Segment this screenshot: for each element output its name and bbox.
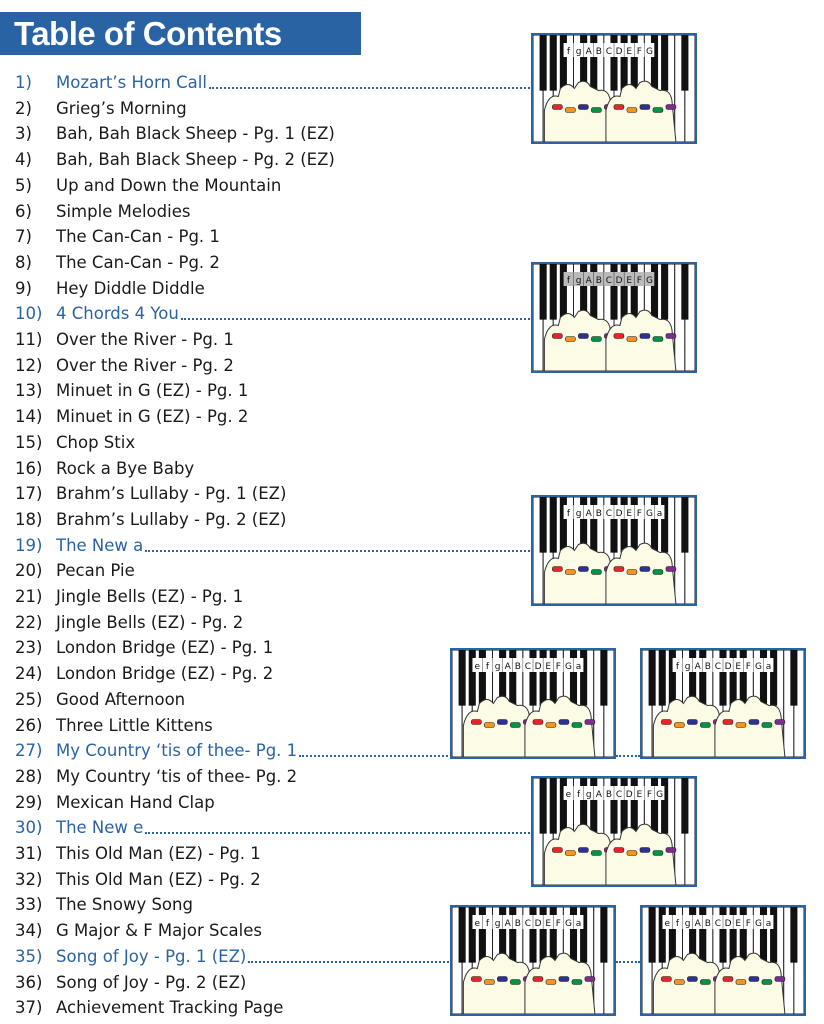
key-letter-label: g — [494, 662, 501, 672]
toc-entry[interactable] — [0, 610, 824, 635]
key-letter-label: G — [754, 919, 762, 929]
key-letter-label: A — [504, 919, 511, 929]
toc-entry-title: Brahm’s Lullaby - Pg. 1 (EZ) — [56, 484, 287, 504]
toc-entry[interactable] — [0, 327, 824, 352]
toc-entry-number: 11) — [15, 330, 43, 349]
toc-entry-title: Up and Down the Mountain — [56, 175, 282, 195]
key-letter-label: C — [615, 790, 623, 800]
toc-entry-title: London Bridge (EZ) - Pg. 1 — [56, 638, 274, 658]
toc-entry[interactable] — [0, 147, 824, 172]
key-letter-label: C — [714, 662, 722, 672]
key-letter-label: f — [566, 276, 571, 286]
key-letter-label: a — [765, 662, 772, 672]
toc-entry-title: Pecan Pie — [56, 561, 135, 581]
toc-entry-title: Over the River - Pg. 2 — [56, 355, 234, 375]
toc-entry-number: 9) — [15, 278, 32, 298]
key-letter-label: C — [605, 509, 613, 519]
toc-entry-title: The New a — [56, 535, 144, 555]
key-letter-label: A — [694, 662, 701, 672]
key-letter-label: A — [595, 790, 602, 800]
key-letter-label: D — [615, 47, 623, 57]
key-letter-label: D — [724, 662, 732, 672]
toc-entry-number: 23) — [15, 638, 43, 658]
key-letter-label: F — [646, 790, 653, 800]
key-letter-label: e — [565, 790, 572, 800]
key-letter-label: E — [545, 662, 552, 672]
key-letter-label: B — [595, 47, 602, 57]
toc-entry-title: Simple Melodies — [56, 201, 191, 221]
key-letter-label: f — [485, 662, 490, 672]
key-letter-label: g — [575, 509, 582, 519]
toc-entry-number: 21) — [15, 587, 43, 606]
dot-leader — [181, 318, 530, 320]
toc-entry-title: Jingle Bells (EZ) - Pg. 2 — [56, 612, 244, 632]
key-letter-label: G — [645, 47, 653, 57]
toc-entry[interactable] — [0, 481, 824, 506]
key-letter-label: D — [534, 919, 542, 929]
toc-entry[interactable] — [0, 764, 824, 789]
toc-entry-number: 33) — [15, 895, 43, 915]
key-letter-label: D — [615, 276, 623, 286]
toc-entry-number: 35) — [15, 946, 43, 966]
toc-entry-number: 12) — [15, 355, 43, 375]
key-letter-label: B — [595, 276, 602, 286]
toc-entry[interactable] — [0, 96, 824, 121]
key-letter-label: A — [585, 509, 592, 519]
toc-entry[interactable] — [0, 276, 824, 301]
toc-entry[interactable] — [0, 121, 824, 146]
toc-entry-title: The New e — [56, 818, 144, 838]
toc-entry[interactable] — [0, 790, 824, 815]
key-letter-label: a — [765, 919, 772, 929]
toc-entry[interactable] — [0, 507, 824, 532]
toc-entry-number: 17) — [15, 484, 43, 504]
piano-keyboard-illustration — [450, 905, 616, 1016]
toc-entry-number: 25) — [15, 689, 43, 709]
key-letter-label: E — [626, 509, 633, 519]
toc-entry-number: 19) — [15, 535, 43, 555]
piano-keyboard-illustration — [531, 262, 697, 373]
toc-entry-number: 29) — [15, 792, 43, 812]
dot-leader — [248, 961, 452, 963]
toc-entry-number: 1) — [15, 73, 32, 92]
toc-entry-number: 8) — [15, 252, 32, 272]
key-letter-label: D — [534, 662, 542, 672]
key-letter-label: E — [626, 276, 633, 286]
key-letter-label: A — [585, 47, 592, 57]
key-letter-label: D — [615, 509, 623, 519]
toc-entry-title: The Snowy Song — [56, 895, 193, 915]
toc-entry-title: This Old Man (EZ) - Pg. 1 — [56, 844, 261, 863]
toc-entry[interactable] — [0, 250, 824, 275]
piano-keyboard-illustration — [450, 648, 616, 759]
toc-entry-title: Song of Joy - Pg. 2 (EZ) — [56, 972, 247, 992]
key-letter-label: a — [575, 919, 582, 929]
toc-entry-title: 4 Chords 4 You — [56, 304, 179, 324]
toc-entry-number: 16) — [15, 458, 43, 478]
toc-entry-title: Brahm’s Lullaby - Pg. 2 (EZ) — [56, 509, 287, 529]
key-letter-label: G — [645, 509, 653, 519]
toc-entry-title: Hey Diddle Diddle — [56, 278, 205, 298]
key-letter-label: f — [675, 662, 680, 672]
key-letter-label: B — [605, 790, 613, 800]
key-letter-label: f — [566, 47, 571, 57]
piano-keyboard-illustration — [531, 776, 697, 887]
toc-entry[interactable] — [0, 815, 824, 840]
key-letter-label: A — [694, 919, 701, 929]
toc-entry[interactable] — [0, 558, 824, 583]
toc-entry[interactable] — [0, 173, 824, 198]
toc-entry-number: 30) — [15, 818, 43, 838]
key-letter-label: g — [684, 662, 691, 672]
toc-entry[interactable] — [0, 224, 824, 249]
toc-entry-title: Achievement Tracking Page — [56, 998, 284, 1018]
key-letter-label: F — [555, 919, 561, 929]
key-letter-label: D — [625, 790, 633, 800]
toc-entry-number: 34) — [15, 921, 43, 941]
toc-entry-number: 15) — [15, 432, 43, 452]
key-letter-label: C — [714, 919, 722, 929]
key-letter-label: a — [656, 509, 663, 519]
toc-entry-number: 3) — [15, 124, 32, 144]
toc-entry-number: 10) — [15, 304, 43, 324]
toc-entry[interactable] — [0, 430, 824, 455]
toc-entry-title: Minuet in G (EZ) - Pg. 1 — [56, 381, 249, 401]
toc-entry-title: This Old Man (EZ) - Pg. 2 — [56, 869, 261, 889]
key-letter-label: f — [566, 509, 571, 519]
title-banner — [0, 12, 361, 55]
key-letter-label: F — [555, 662, 561, 672]
key-letter-label: f — [675, 919, 680, 929]
dot-leader — [145, 550, 530, 552]
toc-entry-title: My Country ‘tis of thee- Pg. 1 — [56, 741, 298, 761]
key-letter-label: A — [585, 276, 592, 286]
toc-entry[interactable] — [0, 404, 824, 429]
toc-entry[interactable] — [0, 533, 824, 558]
toc-entry-number: 6) — [15, 201, 32, 221]
dot-leader — [145, 832, 530, 834]
key-letter-label: B — [514, 662, 521, 672]
toc-entry-title: Good Afternoon — [56, 689, 186, 709]
toc-entry-number: 5) — [15, 175, 32, 195]
toc-entry[interactable] — [0, 841, 824, 866]
toc-entry-number: 24) — [15, 664, 43, 684]
key-letter-label: E — [735, 919, 742, 929]
toc-entry[interactable] — [0, 353, 824, 378]
toc-entry-title: G Major & F Major Scales — [56, 921, 262, 941]
key-letter-label: F — [636, 509, 642, 519]
key-letter-label: F — [636, 47, 642, 57]
key-letter-label: F — [745, 662, 751, 672]
dot-leader-extension — [616, 961, 640, 963]
key-letter-label: g — [684, 919, 691, 929]
dot-leader-extension — [616, 755, 640, 757]
key-letter-label: C — [605, 47, 613, 57]
toc-entry[interactable] — [0, 867, 824, 892]
key-letter-label: f — [485, 919, 490, 929]
toc-entry-title: Minuet in G (EZ) - Pg. 2 — [56, 407, 249, 427]
key-letter-label: F — [636, 276, 642, 286]
toc-entry-number: 37) — [15, 998, 43, 1018]
toc-entry-title: Chop Stix — [56, 432, 136, 452]
toc-entry-number: 36) — [15, 972, 43, 992]
toc-entry-number: 22) — [15, 612, 43, 632]
key-letter-label: A — [504, 662, 511, 672]
toc-entry-title: The Can-Can - Pg. 1 — [56, 227, 220, 247]
key-letter-label: C — [524, 662, 532, 672]
toc-entry[interactable] — [0, 584, 824, 609]
toc-entry-title: Song of Joy - Pg. 1 (EZ) — [56, 946, 247, 966]
key-letter-label: G — [564, 662, 572, 672]
toc-entry-number: 7) — [15, 227, 32, 247]
page-title: Table of Contents — [14, 15, 282, 52]
key-letter-label: f — [576, 790, 581, 800]
toc-entry-title: Jingle Bells (EZ) - Pg. 1 — [56, 587, 244, 606]
key-letter-label: g — [585, 790, 592, 800]
dot-leader — [209, 87, 530, 89]
key-letter-label: a — [575, 662, 582, 672]
toc-entry-number: 32) — [15, 869, 43, 889]
toc-entry-number: 18) — [15, 509, 43, 529]
toc-entry[interactable] — [0, 70, 824, 95]
toc-entry-number: 13) — [15, 381, 43, 401]
key-letter-label: F — [745, 919, 751, 929]
toc-entry-number: 31) — [15, 844, 43, 863]
toc-entry-title: Bah, Bah Black Sheep - Pg. 2 (EZ) — [56, 150, 335, 170]
key-letter-label: B — [514, 919, 521, 929]
key-letter-label: G — [754, 662, 762, 672]
key-letter-label: g — [494, 919, 501, 929]
key-letter-label: G — [645, 276, 653, 286]
toc-entry[interactable] — [0, 456, 824, 481]
toc-entry-title: Mozart’s Horn Call — [56, 73, 207, 92]
key-letter-label: e — [474, 919, 481, 929]
toc-entry[interactable] — [0, 378, 824, 403]
toc-entry-title: Over the River - Pg. 1 — [56, 330, 234, 349]
toc-entry-number: 28) — [15, 766, 43, 786]
toc-entry-title: London Bridge (EZ) - Pg. 2 — [56, 664, 274, 684]
dot-leader — [299, 755, 452, 757]
toc-entry-title: Three Little Kittens — [56, 715, 213, 735]
key-letter-label: e — [474, 662, 481, 672]
toc-entry-number: 2) — [15, 98, 32, 118]
key-letter-label: E — [545, 919, 552, 929]
piano-keyboard-illustration — [531, 33, 697, 144]
key-letter-label: g — [575, 276, 582, 286]
toc-entry-number: 4) — [15, 150, 32, 170]
key-letter-label: E — [626, 47, 633, 57]
key-letter-label: e — [664, 919, 671, 929]
key-letter-label: G — [564, 919, 572, 929]
toc-entry-number: 26) — [15, 715, 43, 735]
toc-entry-number: 14) — [15, 407, 43, 427]
toc-entry[interactable] — [0, 199, 824, 224]
key-letter-label: g — [575, 47, 582, 57]
toc-entry[interactable] — [0, 301, 824, 326]
piano-keyboard-illustration — [531, 495, 697, 606]
toc-entry-number: 27) — [15, 741, 43, 761]
toc-entry-title: My Country ‘tis of thee- Pg. 2 — [56, 766, 298, 786]
key-letter-label: B — [704, 919, 711, 929]
key-letter-label: D — [724, 919, 732, 929]
toc-entry-title: Grieg’s Morning — [56, 98, 187, 118]
toc-entry-title: Mexican Hand Clap — [56, 792, 215, 812]
piano-keyboard-illustration — [640, 905, 806, 1016]
key-letter-label: E — [636, 790, 643, 800]
key-letter-label: C — [605, 276, 613, 286]
key-letter-label: E — [735, 662, 742, 672]
key-letter-label: B — [704, 662, 711, 672]
toc-entry-title: Rock a Bye Baby — [56, 458, 195, 478]
key-letter-label: C — [524, 919, 532, 929]
piano-keyboard-illustration — [640, 648, 806, 759]
key-letter-label: G — [656, 790, 664, 800]
toc-entry-number: 20) — [15, 561, 43, 581]
toc-entry-title: The Can-Can - Pg. 2 — [56, 252, 220, 272]
key-letter-label: B — [595, 509, 602, 519]
toc-entry-title: Bah, Bah Black Sheep - Pg. 1 (EZ) — [56, 124, 335, 144]
